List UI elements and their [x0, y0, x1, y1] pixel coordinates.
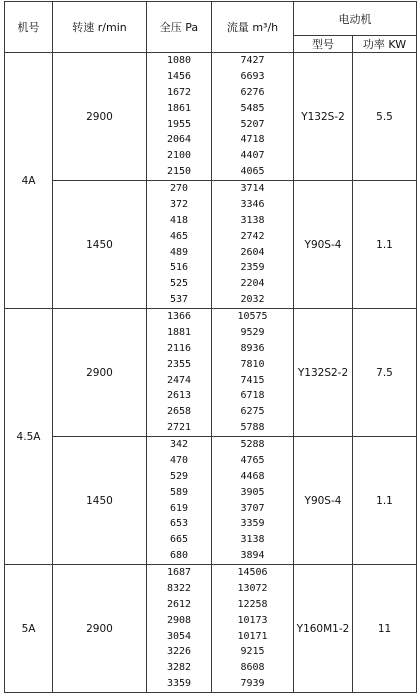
pressure-value: 680 — [169, 550, 189, 562]
motor-type-cell: Y90S-4 — [294, 437, 353, 565]
pressure-value: 418 — [169, 214, 189, 226]
pressure-value: 2612 — [166, 598, 192, 610]
pressure-values-cell — [147, 565, 212, 693]
flow-value: 3894 — [240, 550, 265, 562]
flow-value: 5288 — [240, 439, 265, 451]
pressure-value: 2116 — [166, 342, 192, 354]
pressure-value: 8322 — [166, 582, 192, 594]
motor-power-cell: 1.1 — [353, 181, 417, 309]
flow-value: 3905 — [240, 486, 265, 498]
pressure-value: 1672 — [166, 86, 192, 98]
flow-value: 2204 — [240, 278, 265, 290]
speed-cell: 1450 — [53, 437, 147, 565]
pressure-values-cell — [147, 181, 212, 309]
pressure-value: 465 — [169, 230, 189, 242]
pressure-values-cell — [147, 437, 212, 565]
pressure-value: 1861 — [166, 102, 192, 114]
pressure-value: 2355 — [166, 358, 192, 370]
flow-value: 10173 — [237, 614, 268, 626]
pressure-value: 1955 — [166, 118, 192, 130]
speed-cell: 1450 — [53, 181, 147, 309]
pressure-value: 2150 — [166, 166, 192, 178]
flow-value: 10575 — [237, 311, 268, 323]
pressure-value: 2100 — [166, 150, 192, 162]
flow-value: 6275 — [240, 406, 265, 418]
flow-value: 3138 — [240, 534, 265, 546]
flow-value: 6276 — [240, 86, 265, 98]
pressure-value: 1687 — [166, 567, 192, 579]
flow-value: 7939 — [240, 678, 265, 690]
flow-value: 2359 — [240, 262, 265, 274]
header-pressure: 全压 Pa — [147, 2, 212, 53]
pressure-value: 342 — [169, 439, 189, 451]
flow-value: 9215 — [240, 646, 265, 658]
pressure-value: 2613 — [166, 390, 192, 402]
pressure-value: 2721 — [166, 422, 192, 434]
pressure-value: 529 — [169, 470, 189, 482]
flow-value: 3359 — [240, 518, 265, 530]
fan-performance-table — [4, 1, 417, 693]
flow-values-cell — [212, 565, 294, 693]
flow-value: 3346 — [240, 198, 265, 210]
flow-value: 14506 — [237, 567, 268, 579]
pressure-value: 619 — [169, 502, 189, 514]
motor-type-cell: Y160M1-2 — [294, 565, 353, 693]
motor-power-cell: 5.5 — [353, 53, 417, 181]
flow-value: 4407 — [240, 150, 265, 162]
header-motor-type: 型号 — [294, 36, 353, 53]
flow-value: 4765 — [240, 454, 265, 466]
table-row — [5, 309, 417, 437]
flow-value: 2032 — [240, 294, 265, 306]
pressure-value: 1080 — [166, 55, 192, 67]
pressure-value: 525 — [169, 278, 189, 290]
flow-value: 4718 — [240, 134, 265, 146]
header-model: 机号 — [5, 2, 53, 53]
pressure-value: 537 — [169, 294, 189, 306]
flow-value: 6693 — [240, 70, 265, 82]
speed-cell: 2900 — [53, 53, 147, 181]
table-row — [5, 437, 417, 565]
flow-value: 7810 — [240, 358, 265, 370]
flow-value: 4065 — [240, 166, 265, 178]
speed-cell: 2900 — [53, 565, 147, 693]
motor-type-cell: Y132S-2 — [294, 53, 353, 181]
pressure-value: 470 — [169, 454, 189, 466]
header-motor: 电动机 — [294, 2, 417, 36]
pressure-values-cell — [147, 53, 212, 181]
flow-value: 4468 — [240, 470, 265, 482]
pressure-value: 489 — [169, 246, 189, 258]
model-cell: 4.5A — [5, 309, 53, 565]
pressure-value: 3226 — [166, 646, 192, 658]
pressure-value: 1456 — [166, 70, 192, 82]
pressure-value: 1881 — [166, 326, 192, 338]
header-row-top — [5, 2, 417, 36]
flow-value: 9529 — [240, 326, 265, 338]
flow-values-cell — [212, 53, 294, 181]
pressure-value: 2474 — [166, 374, 192, 386]
flow-value: 8608 — [240, 662, 265, 674]
pressure-value: 589 — [169, 486, 189, 498]
table-row — [5, 565, 417, 693]
motor-power-cell: 1.1 — [353, 437, 417, 565]
flow-value: 13072 — [237, 582, 268, 594]
flow-value: 3714 — [240, 183, 265, 195]
pressure-value: 372 — [169, 198, 189, 210]
fan-performance-sheet — [4, 1, 417, 693]
header-motor-power: 功率 KW — [353, 36, 417, 53]
model-cell: 5A — [5, 565, 53, 693]
flow-value: 8936 — [240, 342, 265, 354]
flow-value: 5788 — [240, 422, 265, 434]
flow-value: 3138 — [240, 214, 265, 226]
pressure-value: 3359 — [166, 678, 192, 690]
flow-value: 7427 — [240, 55, 265, 67]
flow-value: 5485 — [240, 102, 265, 114]
flow-value: 12258 — [237, 598, 268, 610]
table-row — [5, 53, 417, 181]
motor-power-cell: 11 — [353, 565, 417, 693]
pressure-value: 653 — [169, 518, 189, 530]
pressure-value: 1366 — [166, 311, 192, 323]
pressure-values-cell — [147, 309, 212, 437]
pressure-value: 665 — [169, 534, 189, 546]
pressure-value: 270 — [169, 183, 189, 195]
pressure-value: 3282 — [166, 662, 192, 674]
pressure-value: 2658 — [166, 406, 192, 418]
flow-value: 10171 — [237, 630, 268, 642]
flow-value: 3707 — [240, 502, 265, 514]
flow-value: 2742 — [240, 230, 265, 242]
flow-values-cell — [212, 181, 294, 309]
model-cell: 4A — [5, 53, 53, 309]
pressure-value: 2064 — [166, 134, 192, 146]
flow-values-cell — [212, 437, 294, 565]
header-flow: 流量 m³/h — [212, 2, 294, 53]
pressure-value: 2908 — [166, 614, 192, 626]
motor-type-cell: Y90S-4 — [294, 181, 353, 309]
flow-value: 7415 — [240, 374, 265, 386]
header-speed: 转速 r/min — [53, 2, 147, 53]
flow-value: 5207 — [240, 118, 265, 130]
pressure-value: 3054 — [166, 630, 192, 642]
motor-type-cell: Y132S2-2 — [294, 309, 353, 437]
table-row — [5, 181, 417, 309]
flow-value: 6718 — [240, 390, 265, 402]
pressure-value: 516 — [169, 262, 189, 274]
motor-power-cell: 7.5 — [353, 309, 417, 437]
flow-value: 2604 — [240, 246, 265, 258]
flow-values-cell — [212, 309, 294, 437]
speed-cell: 2900 — [53, 309, 147, 437]
